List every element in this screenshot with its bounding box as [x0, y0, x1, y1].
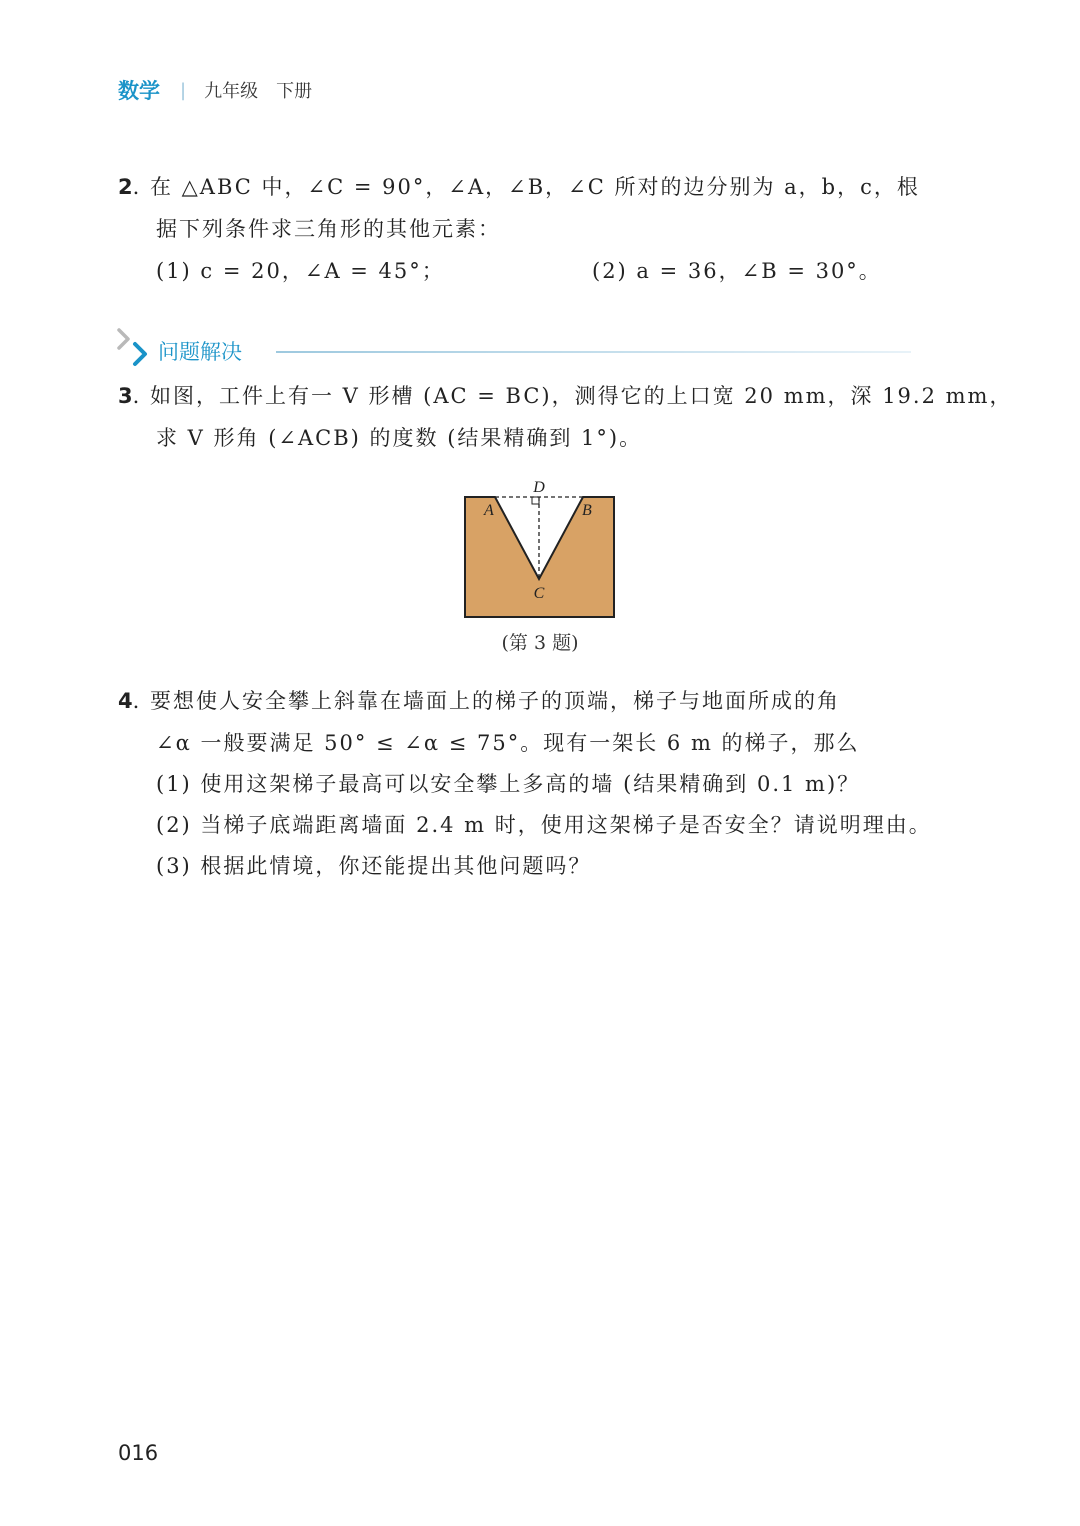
q3-number: 3 [118, 384, 133, 408]
q2-number: 2 [118, 175, 133, 199]
right-angle-mark [532, 497, 539, 504]
q3-line1-text: . 如图，工件上有一 V 形槽 (AC = BC)，测得它的上口宽 20 mm，深 19.2 mm， [132, 384, 1013, 408]
q3-line1 [118, 381, 1012, 411]
label-a: A [484, 502, 494, 519]
header-divider: | [180, 79, 187, 101]
volume-label: 下册 [276, 81, 313, 102]
v-groove-figure [455, 475, 625, 625]
q4-line2: ∠α 一般要满足 50° ≤ ∠α ≤ 75°。现有一架长 6 m 的梯子，那么 [156, 731, 860, 755]
page-header [118, 74, 312, 106]
grade-label: 九年级 [204, 81, 259, 102]
q2-line2: 据下列条件求三角形的其他元素： [156, 217, 501, 241]
q2-line1 [118, 172, 920, 202]
q4-part3: (3) 根据此情境，你还能提出其他问题吗？ [156, 854, 592, 878]
label-c: C [533, 585, 545, 602]
section-heading [116, 326, 916, 370]
page-number: 016 [118, 1441, 159, 1465]
q4-part2: (2) 当梯子底端距离墙面 2.4 m 时，使用这架梯子是否安全？请说明理由。 [156, 813, 932, 837]
section-title: 问题解决 [158, 340, 242, 364]
q3-line2: 求 V 形角 (∠ACB) 的度数 (结果精确到 1°)。 [156, 426, 643, 450]
q2-line1-text: . 在 △ABC 中，∠C = 90°，∠A，∠B，∠C 所对的边分别为 a，b，c，根 [132, 175, 920, 199]
q4-number: 4 [118, 689, 133, 713]
label-d: D [533, 479, 545, 496]
q4-line1-text: . 要想使人安全攀上斜靠在墙面上的梯子的顶端，梯子与地面所成的角 [132, 689, 840, 713]
section-rule [276, 351, 911, 353]
label-b: B [582, 502, 592, 519]
q4-part1: (1) 使用这架梯子最高可以安全攀上多高的墙 (结果精确到 0.1 m)？ [156, 772, 861, 796]
q2-part2: (2) a = 36，∠B = 30°。 [592, 259, 882, 283]
subject-title: 数学 [118, 79, 160, 103]
q4-line1 [118, 686, 840, 716]
figure-caption: (第 3 题) [501, 632, 579, 654]
chevron-right-icon [116, 326, 156, 370]
q2-part1: (1) c = 20，∠A = 45°； [156, 259, 445, 283]
